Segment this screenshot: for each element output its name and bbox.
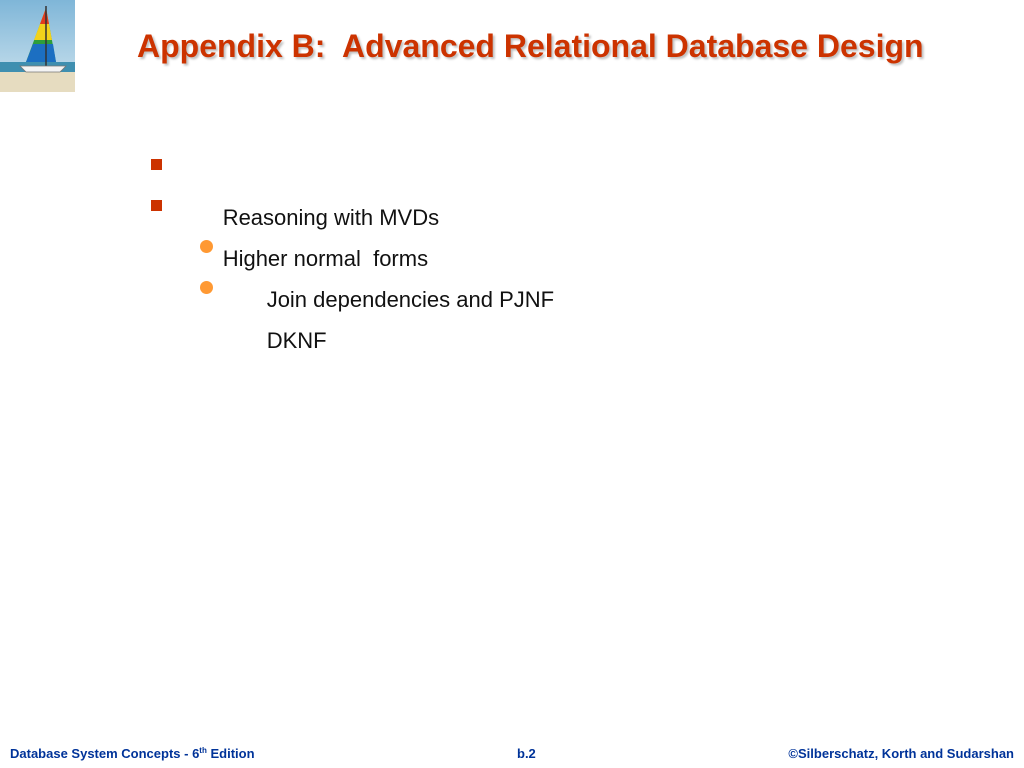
sub-bullet-item [150,273,554,353]
bullet-text: DKNF [266,328,327,353]
square-bullet-icon [151,159,162,170]
slide-title: Appendix B: Advanced Relational Database Design [137,28,924,64]
circle-bullet-icon [200,240,213,253]
footer-slide-number: b.2 [517,746,536,761]
bullet-item [150,191,554,271]
sub-bullet-item [150,232,555,312]
footer-copyright: ©Silberschatz, Korth and Sudarshan [788,746,1014,761]
bullet-item [150,150,554,230]
square-bullet-icon [151,200,162,211]
sailboat-logo-icon [0,0,75,92]
circle-bullet-icon [200,281,213,294]
bullet-text: Reasoning with MVDs [222,205,440,230]
bullet-text: Join dependencies and PJNF [266,287,555,312]
footer-book-title: Database System Concepts - 6th Edition [10,746,255,761]
bullet-text: Higher normal forms [222,246,429,271]
bullet-list [150,150,555,353]
